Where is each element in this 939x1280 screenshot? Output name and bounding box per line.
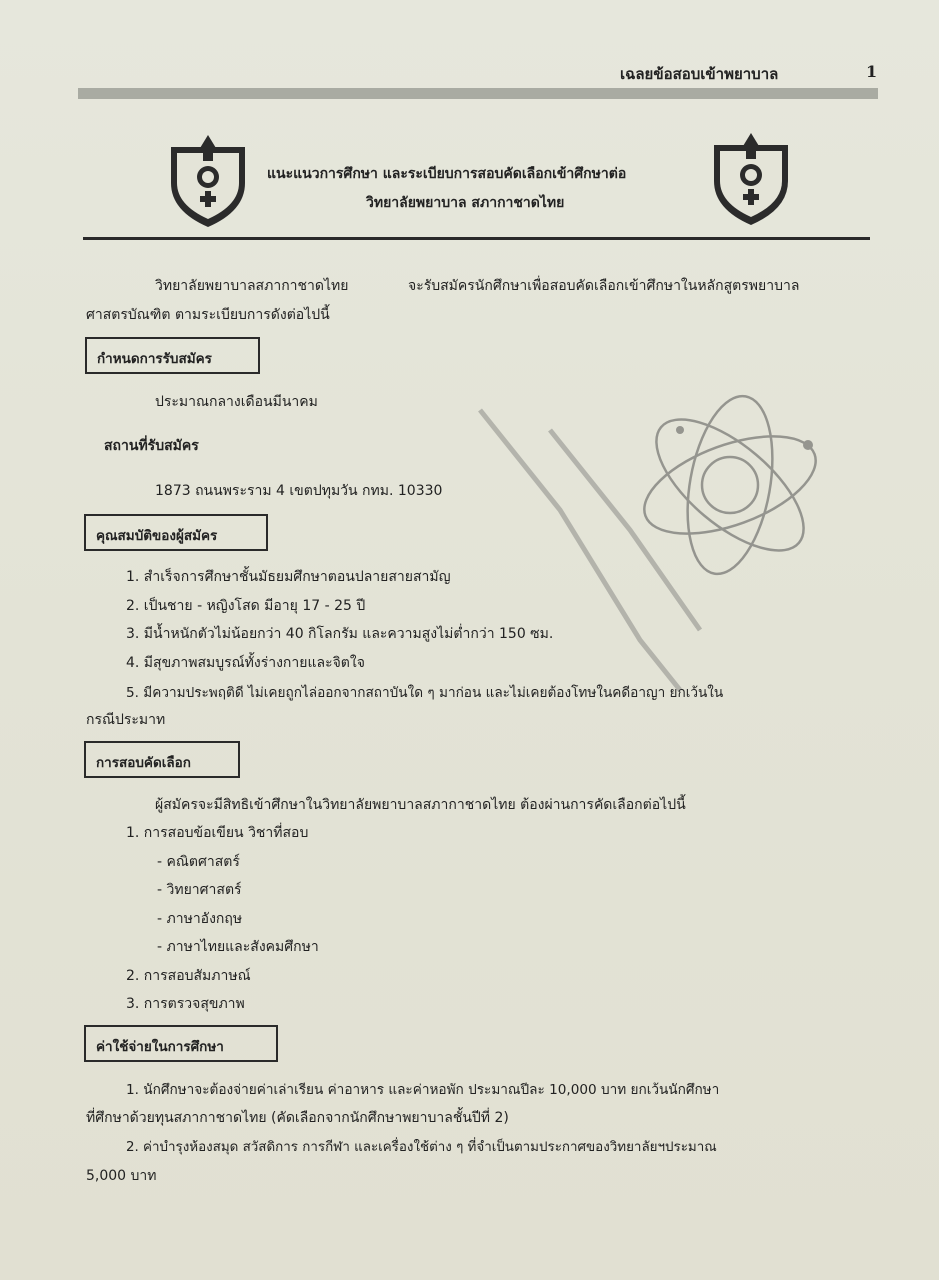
expenses-heading-box [84,1025,278,1062]
selection-item-3: 3. การตรวจสุขภาพ [126,996,245,1012]
selection-heading: การสอบคัดเลือก [96,755,191,771]
title-rule [83,237,870,240]
selection-intro: ผู้สมัครจะมีสิทธิเข้าศึกษาในวิทยาลัยพยาบาลสภากาชาดไทย ต้องผ่านการคัดเลือกต่อไปนี้ [155,797,686,813]
intro-line2: ศาสตรบัณฑิต ตามระเบียบการดังต่อไปนี้ [86,307,330,323]
expense-item-2-line1: 2. ค่าบำรุงห้องสมุด สวัสดิการ การกีฬา และเครื่องใช้ต่าง ๆ ที่จำเป็นตามประกาศของวิทยาลัยฯประมาณ [126,1140,717,1155]
schedule-heading-box [85,337,260,374]
expense-item-1-line2: ที่ศึกษาด้วยทุนสภากาชาดไทย (คัดเลือกจากนักศึกษาพยาบาลชั้นปีที่ 2) [86,1110,509,1126]
qualification-item-4: 4. มีสุขภาพสมบูรณ์ทั้งร่างกายและจิตใจ [126,655,365,671]
qualification-item-3: 3. มีน้ำหนักตัวไม่น้อยกว่า 40 กิโลกรัม และความสูงไม่ต่ำกว่า 150 ซม. [126,626,554,642]
subject-item: - คณิตศาสตร์ [157,854,240,870]
qualifications-heading: คุณสมบัติของผู้สมัคร [96,528,218,544]
expenses-heading: ค่าใช้จ่ายในการศึกษา [96,1039,224,1055]
schedule-heading: กำหนดการรับสมัคร [97,351,212,367]
selection-heading-box [84,741,240,778]
page-number: 1 [866,62,878,81]
selection-item-2: 2. การสอบสัมภาษณ์ [126,968,251,984]
document-title-line1: แนะแนวการศึกษา และระเบียบการสอบคัดเลือกเข้าศึกษาต่อ [267,166,627,182]
qualification-item-2: 2. เป็นชาย - หญิงโสด มีอายุ 17 - 25 ปี [126,598,366,614]
header-bar [78,88,878,99]
selection-item-1: 1. การสอบข้อเขียน วิชาที่สอบ [126,825,309,841]
schedule-text: ประมาณกลางเดือนมีนาคม [155,394,318,410]
right-emblem-icon [710,131,792,227]
running-header-title: เฉลยข้อสอบเข้าพยาบาล [620,65,779,83]
subject-item: - ภาษาอังกฤษ [157,911,243,927]
location-text: 1873 ถนนพระราม 4 เขตปทุมวัน กทม. 10330 [155,483,443,499]
qualification-item-5-continued: กรณีประมาท [86,712,166,728]
qualifications-heading-box [84,514,268,551]
intro-line1-a: วิทยาลัยพยาบาลสภากาชาดไทย [155,278,349,294]
subject-item: - ภาษาไทยและสังคมศึกษา [157,939,319,955]
qualification-item-5: 5. มีความประพฤติดี ไม่เคยถูกไล่ออกจากสถาบันใด ๆ มาก่อน และไม่เคยต้องโทษในคดีอาญา ยกเว้นใน [126,685,724,701]
left-emblem-icon [167,133,249,229]
expense-item-2-line2: 5,000 บาท [86,1168,157,1184]
document-title-line2: วิทยาลัยพยาบาล สภากาชาดไทย [366,195,565,211]
subject-item: - วิทยาศาสตร์ [157,882,242,898]
location-heading: สถานที่รับสมัคร [104,438,199,454]
intro-line1-b: จะรับสมัครนักศึกษาเพื่อสอบคัดเลือกเข้าศึกษาในหลักสูตรพยาบาล [408,278,800,294]
expense-item-1-line1: 1. นักศึกษาจะต้องจ่ายค่าเล่าเรียน ค่าอาหาร และค่าหอพัก ประมาณปีละ 10,000 บาท ยกเว้นนักศึกษา [126,1082,720,1098]
qualification-item-1: 1. สำเร็จการศึกษาชั้นมัธยมศึกษาตอนปลายสายสามัญ [126,569,451,585]
atom-stamp-icon [440,390,840,720]
